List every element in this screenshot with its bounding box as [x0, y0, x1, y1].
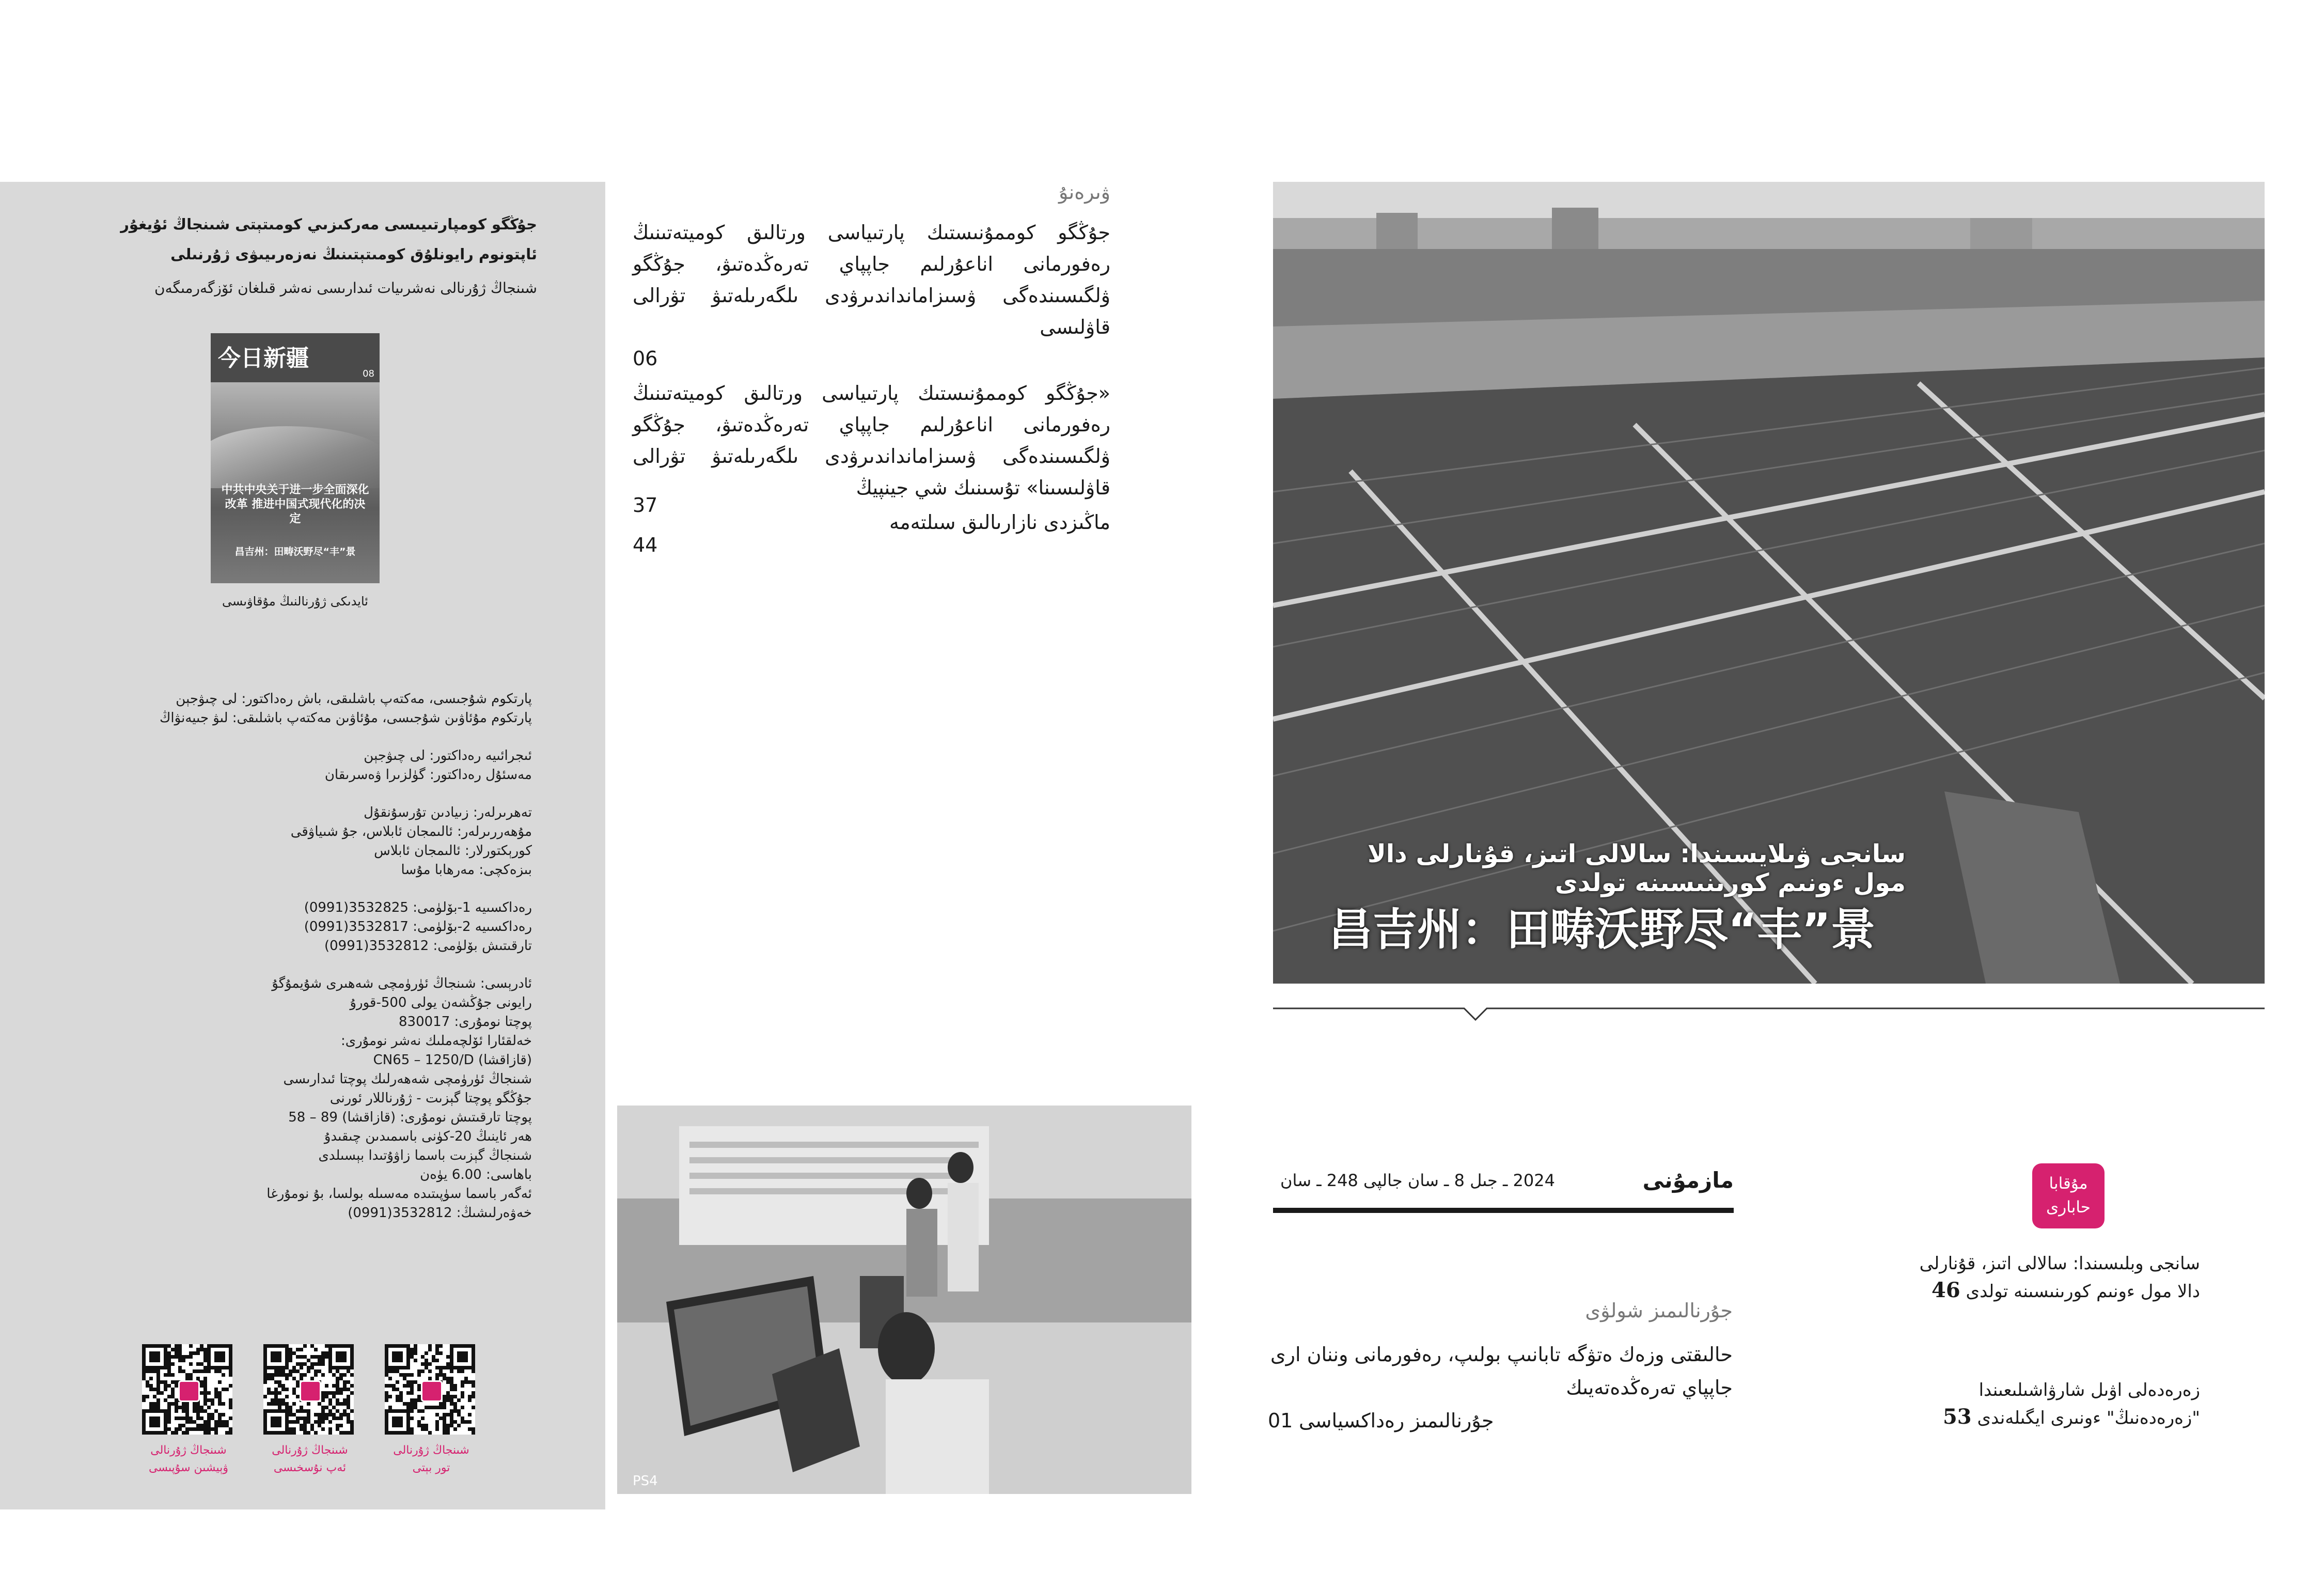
section-heading: ۋىرەنۇ: [1058, 181, 1110, 204]
credits-line: خەلقئارا ئۆلچەملىك نەشر نومۇرى:: [340, 1033, 532, 1049]
credits-line: رايونى جۇڭشەن يولى 500-قورۇ: [350, 995, 532, 1010]
hero-caption-uyghur: سانجى ۋىلايسىندا: سالالى اتىز، قۇنارلى دالا مول ءونىم كورىنىسىنە تولدى: [1367, 839, 1906, 897]
cover-issue-number: 08: [363, 368, 374, 379]
credits-line: ئادرېسى: شىنجاڭ ئۈرۈمچى شەھىرى شۇيمۇگۇ: [272, 976, 532, 991]
credits-block: [155, 898, 532, 956]
page-number: 53: [1942, 1405, 1972, 1429]
qr-label: شىنجاڭ ژۇرنالى ئەپ نۇسخىسى: [272, 1444, 348, 1474]
cover-landscape: [211, 426, 380, 488]
credits-line: ئىجرائىيە رەداكتور: لى چىۋجېن: [364, 748, 532, 764]
hero-caption-chinese: 昌吉州：田畴沃野尽“丰”景: [1328, 904, 1876, 956]
page-number: 01: [1268, 1409, 1293, 1432]
toc-entry[interactable]: [1911, 1377, 2200, 1431]
toc-title: سانجى وبلىسىندا: سالالى اتىز، قۇنارلى دالا مول ءونىم كورىنىسىنە تولدى: [1919, 1253, 2200, 1302]
article-title: ماڭىزدى نازارىالىق سىلتەمە: [889, 511, 1110, 534]
toc-entry[interactable]: [1911, 1250, 2200, 1305]
credits-line: پارتكوم شۇجىسى، مەكتەپ باشلىقى، باش رەداكتور: لى چىۋجېن: [176, 691, 532, 707]
qr-code-icon[interactable]: [385, 1344, 475, 1435]
article-title: جۇڭگو كوممۇنىستىك پارتىياسى ورتالىق كوميتەتىنىڭ رەفورمانى اناعۇرلىم جاپپاي تەرەڭدەتىۋ، جۇڭگو ۋلگىسىندەگى ۋسىزامانداندىرۋدى ىلگەرىلەتىۋ تۋرالى قاۋلىسى: [633, 221, 1110, 338]
credits-line: رەداكسىيە 2-بۆلۈمى: 3532817(0991): [304, 919, 532, 935]
article-title: «جۇڭگو كوممۇنىستىك پارتىياسى ورتالىق كوميتەتىنىڭ رەفورمانى اناعۇرلىم جاپپاي تەرەڭدەتىۋ، جۇڭگو ۋلگىسىندەگى ۋسىزامانداندىرۋدى ىلگەرىلەتىۋ تۋرالى قاۋلىسىنا» تۇسىنىك شي جينپيڭ: [633, 382, 1110, 499]
page-number: 06: [633, 347, 658, 370]
cover-subheadline: 昌吉州：田畴沃野尽“丰”景: [234, 546, 356, 557]
issue-info: 2024 ـ جىل 8 ـ سان جالپى 248 ـ سان: [1280, 1171, 1555, 1190]
issue-underline: [1273, 1208, 1734, 1213]
credits-line: جۇڭگو پوچتا گېزىت - ژۇرناللار ئورنى: [329, 1091, 532, 1106]
credits-line: بىزەكچى: مەرھابا مۇسا: [401, 862, 532, 878]
credits-line: پارتكوم مۇئاۋىن شۇجىسى، مۇئاۋىن مەكتەپ باشلىقى: لىۋ جىيەنۋاڭ: [160, 710, 532, 726]
credits-line: شىنجاڭ ئۈرۈمچى شەھەرلىك پوچتا ئىدارىسى: [283, 1071, 532, 1087]
qr-code-icon[interactable]: [142, 1344, 232, 1435]
qr-label: شىنجاڭ ژۇرنالى ۋېيشىن سۇپىسى: [149, 1444, 228, 1474]
qr-label: شىنجاڭ ژۇرنالى تور بېتى: [393, 1444, 469, 1474]
article-entry[interactable]: [633, 217, 1110, 375]
qr-code-block[interactable]: [142, 1344, 235, 1477]
credits-line: (قازاقشا) CN65 – 1250/D: [373, 1052, 532, 1068]
credits-line: مەسئۇل رەداكتور: گۈلزىرا ۋەسرىقان: [324, 767, 532, 783]
article-entry[interactable]: [633, 378, 1110, 504]
credits-block: [155, 746, 532, 785]
qr-code-icon[interactable]: [263, 1344, 354, 1435]
masthead-credits: [155, 690, 532, 1241]
credits-line: كورېكتورلار: ئالىمجان ئابلاس: [374, 843, 532, 859]
credits-line: باھاسى: 6.00 يۈەن: [420, 1167, 532, 1182]
editorial-heading: جۇرنالىمىز شولۋى: [1585, 1299, 1733, 1322]
cover-title: 今日新疆: [218, 345, 309, 371]
credits-block: [155, 690, 532, 728]
section-divider: [1273, 1007, 2265, 1028]
cover-story-badge: [2032, 1163, 2105, 1228]
page-number: 46: [1931, 1278, 1960, 1302]
editorial-sign: جۇرنالىمىز رەداكسياسى: [1299, 1409, 1494, 1432]
credits-line: شىنجاڭ گېزىت باسما زاۋۇتىدا بېسىلدى: [318, 1148, 532, 1163]
credits-line: مۇھەررىرلەر: ئالىمجان ئابلاس، جۇ شىياۋقى: [290, 824, 532, 839]
intro-article-list: [633, 217, 1110, 556]
credits-line: پوچتا تارقىتىش نومۇرى: (قازاقشا) 89 – 58: [288, 1110, 532, 1125]
credits-line: خەۋەرلىشىڭ: 3532812(0991): [348, 1205, 532, 1221]
photo-tag: PS4: [633, 1473, 658, 1489]
credits-line: تەھرىرلەر: زىيادىن تۇرسۇنقۇل: [364, 805, 532, 820]
credits-block: [155, 803, 532, 880]
publication-subtitle: شىنجاڭ ژۇرنالى نەشرىيات ئىدارىسى نەشر قىلغان ئۆزگەرمىگەن: [154, 279, 537, 297]
publication-title: جۇڭگو كومپارتىيىسى مەركىزىي كومىتېتى شىنجاڭ ئۇيغۇر ئاپتونوم رايونلۇق كومىتېتىنىڭ نەزەرىيىۋى ژۇرنىلى: [120, 215, 537, 263]
magazine-cover-thumbnail: [211, 333, 380, 583]
office-photo-illustration: [617, 1106, 1191, 1494]
cover-headline: 中共中央关于进一步全面深化改革 推进中国式现代化的决定: [221, 484, 369, 525]
credits-line: رەداكسىيە 1-بۆلۈمى: 3532825(0991): [304, 900, 532, 915]
office-photo: [617, 1106, 1191, 1494]
badge-line: مۇقابا: [2049, 1174, 2088, 1193]
credits-line: تارقىتىش بۆلۈمى: 3532812(0991): [324, 938, 532, 954]
qr-code-block[interactable]: [385, 1344, 478, 1477]
article-entry[interactable]: [633, 507, 1110, 538]
badge-line: حابارى: [2046, 1198, 2091, 1217]
qr-code-block[interactable]: [263, 1344, 356, 1477]
credits-line: ھەر ئاينىڭ 20-كۈنى باسمىدىن چىقىدۇ: [324, 1129, 532, 1144]
page-number: 37: [633, 494, 658, 517]
toc-title: زەرەدەلى اۋىل شارۋاشىلىعىندا "زەرەدەنىڭ" ءونىرى ايگىلەندى: [1977, 1380, 2200, 1428]
credits-block: [155, 974, 532, 1223]
cover-masthead: [211, 333, 380, 382]
editorial-entry[interactable]: [1268, 1338, 1733, 1437]
contents-label: مازمۇنى: [1642, 1167, 1734, 1193]
credits-line: پوچتا نومۇرى: 830017: [399, 1014, 532, 1030]
credits-line: ئەگەر باسما سۈپىتىدە مەسىلە بولسا، بۇ نومۇرغا: [266, 1186, 532, 1202]
page-number: 44: [633, 534, 658, 556]
cover-caption: ئايدىكى ژۇرنالنىڭ مۇقاۋىسى: [222, 594, 368, 609]
editorial-title: حالىقتى وزەك ەتۋگە تابانىپ بولىپ، رەفورمانى وننان ارى جاپپاي تەرەڭدەتەيىك: [1270, 1343, 1733, 1399]
